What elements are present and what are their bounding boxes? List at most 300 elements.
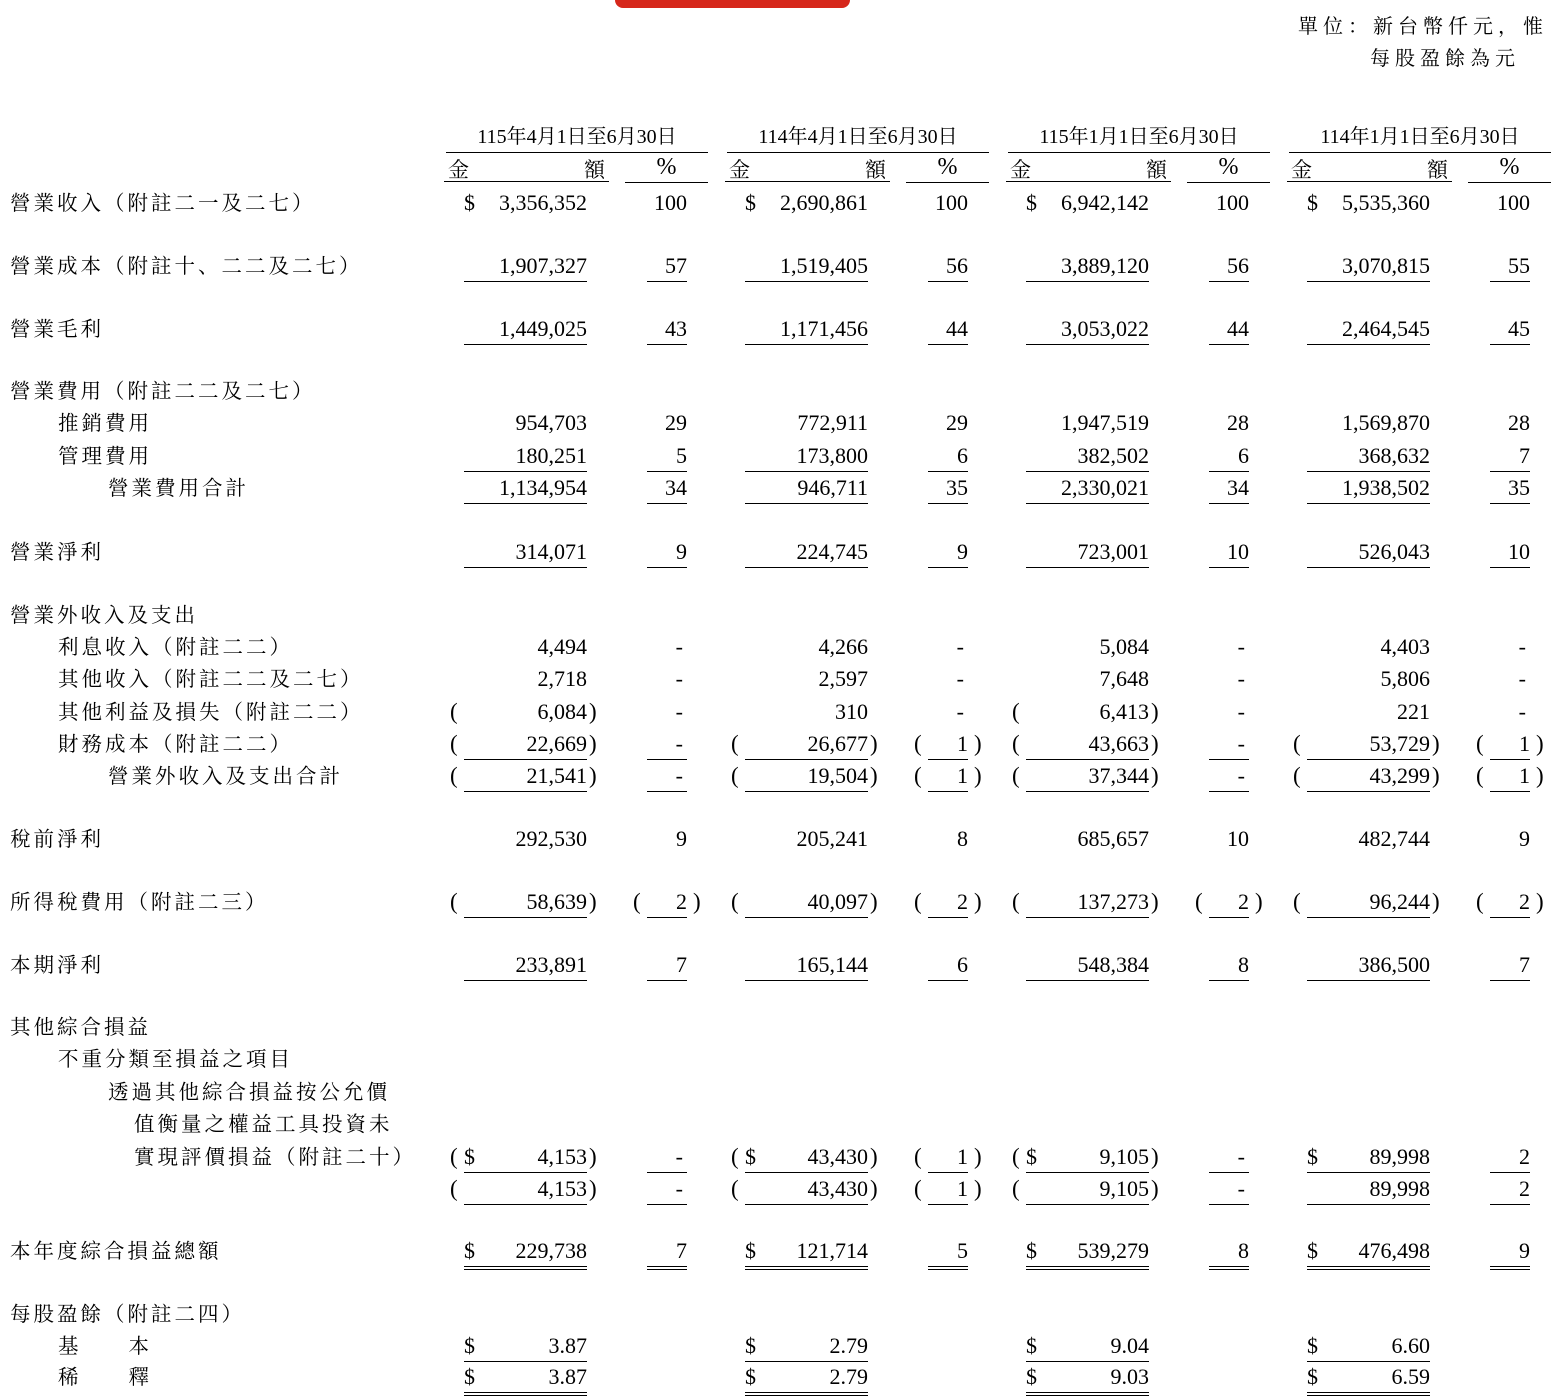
- open-paren: (: [1012, 731, 1020, 756]
- amount-value: 89,998: [1369, 1176, 1430, 1201]
- close-paren: ): [974, 1176, 982, 1201]
- amount-value: 6,084: [537, 699, 587, 724]
- amount-value: 382,502: [1077, 443, 1149, 468]
- amount-cell: [1307, 664, 1430, 694]
- percent-cell: [647, 314, 687, 345]
- row-label: 營業費用合計: [108, 476, 249, 500]
- amount-value: 9,105: [1099, 1144, 1149, 1169]
- percent-value: 29: [665, 410, 687, 435]
- dollar-sign: $: [464, 1364, 475, 1389]
- percent-cell: [1490, 441, 1530, 472]
- close-paren: ): [1151, 699, 1159, 724]
- statement-row: [0, 697, 1556, 727]
- amount-cell: [745, 1236, 868, 1270]
- percent-cell: [1209, 1236, 1249, 1270]
- amount-cell: [1026, 729, 1149, 760]
- amount-cell: [464, 473, 587, 504]
- percent-cell: [928, 1174, 968, 1205]
- amount-cell: [745, 697, 868, 727]
- percent-value: 100: [935, 190, 968, 215]
- amount-cell: [745, 729, 868, 760]
- row-label: 所得稅費用（附註二三）: [10, 890, 269, 914]
- percent-value: 6: [1238, 443, 1249, 468]
- percent-value: 1: [957, 1176, 968, 1201]
- percent-value: 9: [1519, 826, 1530, 851]
- percent-value: 6: [957, 443, 968, 468]
- amount-cell: [464, 188, 587, 218]
- statement-row: [0, 441, 1556, 471]
- amount-value: 292,530: [515, 826, 587, 851]
- amount-cell: [1026, 1362, 1149, 1396]
- percent-value: -: [675, 666, 683, 691]
- amount-value: 5,535,360: [1342, 190, 1430, 215]
- amount-value: 2,464,545: [1342, 316, 1430, 341]
- amount-cell: [1307, 1362, 1430, 1396]
- percent-value: 7: [676, 952, 687, 977]
- dollar-sign: $: [745, 1333, 756, 1358]
- percent-cell: [928, 697, 968, 727]
- statement-row: [0, 761, 1556, 791]
- row-label: 財務成本（附註二二）: [58, 732, 293, 756]
- percent-value: -: [675, 699, 683, 724]
- statement-row: [0, 408, 1556, 438]
- percent-value: 2: [1519, 889, 1530, 914]
- amount-cell: [1307, 188, 1430, 218]
- open-paren: (: [731, 889, 739, 914]
- percent-cell: [1209, 824, 1249, 854]
- amount-value: 40,097: [807, 889, 868, 914]
- amount-value: 96,244: [1369, 889, 1430, 914]
- percent-cell: [647, 473, 687, 504]
- amount-cell: [745, 632, 868, 662]
- percent-value: -: [1237, 731, 1245, 756]
- row-label: 值衡量之權益工具投資未: [134, 1112, 393, 1136]
- percent-value: 100: [654, 190, 687, 215]
- amount-value: 3,053,022: [1061, 316, 1149, 341]
- percent-value: -: [1237, 763, 1245, 788]
- percent-value: 2: [957, 889, 968, 914]
- open-paren: (: [731, 1144, 739, 1169]
- amount-cell: [1026, 1331, 1149, 1362]
- percent-value: 28: [1508, 410, 1530, 435]
- percent-value: -: [675, 1144, 683, 1169]
- dollar-sign: $: [1026, 1333, 1037, 1358]
- close-paren: ): [974, 763, 982, 788]
- dollar-sign: $: [745, 1238, 756, 1263]
- percent-cell: [647, 887, 687, 918]
- amount-cell: [464, 441, 587, 472]
- amount-value: 946,711: [797, 475, 868, 500]
- statement-row: [0, 1044, 1556, 1074]
- amount-cell: [745, 824, 868, 854]
- statement-row: [0, 824, 1556, 854]
- percent-cell: [1490, 314, 1530, 345]
- amount-cell: [464, 251, 587, 282]
- amount-cell: [1307, 1174, 1430, 1205]
- percent-col-header: %: [906, 154, 989, 183]
- row-label: 實現評價損益（附註二十）: [134, 1145, 416, 1169]
- amount-value: 173,800: [796, 443, 868, 468]
- percent-value: 8: [1238, 952, 1249, 977]
- amount-value: 2.79: [829, 1333, 868, 1358]
- close-paren: ): [1536, 731, 1544, 756]
- amount-value: 1,947,519: [1061, 410, 1149, 435]
- percent-cell: [647, 188, 687, 218]
- amount-cell: [464, 1362, 587, 1396]
- open-paren: (: [1293, 763, 1301, 788]
- amount-cell: [1307, 1236, 1430, 1270]
- percent-cell: [1490, 1236, 1530, 1270]
- percent-cell: [1209, 1142, 1249, 1173]
- open-paren: (: [1476, 889, 1484, 914]
- open-paren: (: [1476, 763, 1484, 788]
- amount-value: 1,171,456: [780, 316, 868, 341]
- percent-cell: [1490, 824, 1530, 854]
- close-paren: ): [1151, 731, 1159, 756]
- dollar-sign: $: [464, 1144, 475, 1169]
- amount-cell: [745, 1331, 868, 1362]
- open-paren: (: [1012, 699, 1020, 724]
- percent-cell: [928, 537, 968, 568]
- percent-value: 9: [676, 826, 687, 851]
- close-paren: ): [589, 731, 597, 756]
- open-paren: (: [450, 1144, 458, 1169]
- percent-cell: [928, 887, 968, 918]
- percent-value: -: [1237, 699, 1245, 724]
- amount-value: 314,071: [515, 539, 587, 564]
- amount-cell: [1026, 441, 1149, 472]
- open-paren: (: [914, 1144, 922, 1169]
- amount-cell: [1026, 664, 1149, 694]
- dollar-sign: $: [1026, 190, 1037, 215]
- percent-value: 9: [1519, 1238, 1530, 1263]
- percent-value: 56: [946, 253, 968, 278]
- amount-col-header-left: 金: [729, 158, 750, 182]
- percent-cell: [647, 664, 687, 694]
- dollar-sign: $: [745, 1364, 756, 1389]
- dollar-sign: $: [1307, 1238, 1318, 1263]
- row-label: 其他收入（附註二二及二七）: [58, 667, 364, 691]
- amount-value: 3,889,120: [1061, 253, 1149, 278]
- amount-value: 37,344: [1088, 763, 1149, 788]
- amount-value: 3.87: [548, 1364, 587, 1389]
- statement-row: [0, 251, 1556, 281]
- percent-value: -: [956, 699, 964, 724]
- open-paren: (: [731, 731, 739, 756]
- amount-value: 1,938,502: [1342, 475, 1430, 500]
- period-header-2: 114年4月1日至6月30日: [727, 120, 989, 153]
- amount-col-header-right: 額: [584, 158, 605, 182]
- percent-value: -: [1237, 1176, 1245, 1201]
- amount-cell: [464, 950, 587, 981]
- red-header-mark: [615, 0, 850, 8]
- amount-value: 685,657: [1077, 826, 1149, 851]
- amount-cell: [1026, 251, 1149, 282]
- amount-col-header-right: 額: [1146, 158, 1167, 182]
- close-paren: ): [1432, 763, 1440, 788]
- amount-col-header-left: 金: [448, 158, 469, 182]
- amount-col-header-right: 額: [1427, 158, 1448, 182]
- amount-value: 6.59: [1391, 1364, 1430, 1389]
- percent-cell: [928, 314, 968, 345]
- percent-value: 100: [1216, 190, 1249, 215]
- amount-value: 21,541: [526, 763, 587, 788]
- amount-cell: [1026, 1142, 1149, 1173]
- statement-row: [0, 950, 1556, 980]
- row-label: 其他綜合損益: [10, 1015, 151, 1039]
- amount-cell: [1307, 314, 1430, 345]
- close-paren: ): [974, 889, 982, 914]
- amount-cell: [1307, 251, 1430, 282]
- close-paren: ): [870, 731, 878, 756]
- statement-row: [0, 1012, 1556, 1042]
- percent-cell: [928, 408, 968, 438]
- percent-cell: [647, 824, 687, 854]
- percent-cell: [647, 697, 687, 727]
- percent-cell: [928, 1236, 968, 1270]
- percent-value: 6: [957, 952, 968, 977]
- amount-value: 548,384: [1077, 952, 1149, 977]
- amount-cell: [1026, 1174, 1149, 1205]
- percent-cell: [1209, 761, 1249, 792]
- percent-value: 2: [1238, 889, 1249, 914]
- amount-value: 3,070,815: [1342, 253, 1430, 278]
- amount-value: 4,494: [537, 634, 587, 659]
- percent-col-header: %: [1187, 154, 1270, 183]
- dollar-sign: $: [1307, 1144, 1318, 1169]
- amount-value: 58,639: [526, 889, 587, 914]
- unit-line-1: 單位：新台幣仟元，惟: [1298, 14, 1548, 38]
- row-label: 基 本: [58, 1334, 152, 1358]
- statement-row: [0, 1331, 1556, 1361]
- close-paren: ): [870, 1176, 878, 1201]
- amount-value: 2,330,021: [1061, 475, 1149, 500]
- period-header-1: 115年4月1日至6月30日: [446, 120, 708, 153]
- percent-value: 28: [1227, 410, 1249, 435]
- percent-value: 55: [1508, 253, 1530, 278]
- open-paren: (: [1293, 889, 1301, 914]
- percent-cell: [1490, 188, 1530, 218]
- amount-value: 368,632: [1358, 443, 1430, 468]
- close-paren: ): [1255, 889, 1263, 914]
- statement-row: [0, 314, 1556, 344]
- percent-value: 7: [1519, 952, 1530, 977]
- amount-value: 4,403: [1380, 634, 1430, 659]
- amount-value: 7,648: [1099, 666, 1149, 691]
- amount-value: 1,449,025: [499, 316, 587, 341]
- percent-col-header: %: [625, 154, 708, 183]
- amount-value: 772,911: [797, 410, 868, 435]
- amount-cell: [745, 537, 868, 568]
- close-paren: ): [589, 763, 597, 788]
- amount-value: 165,144: [796, 952, 868, 977]
- percent-cell: [1209, 473, 1249, 504]
- percent-value: 10: [1508, 539, 1530, 564]
- amount-cell: [745, 761, 868, 792]
- percent-cell: [1490, 251, 1530, 282]
- percent-cell: [647, 729, 687, 760]
- percent-cell: [1490, 697, 1530, 727]
- amount-cell: [1026, 1236, 1149, 1270]
- amount-col-header: [1287, 154, 1452, 182]
- close-paren: ): [589, 889, 597, 914]
- percent-cell: [647, 632, 687, 662]
- amount-col-header: [1006, 154, 1171, 182]
- statement-row: [0, 1077, 1556, 1107]
- percent-cell: [1209, 1174, 1249, 1205]
- statement-row: [0, 1142, 1556, 1172]
- open-paren: (: [1293, 731, 1301, 756]
- amount-value: 526,043: [1358, 539, 1430, 564]
- percent-value: 1: [957, 1144, 968, 1169]
- close-paren: ): [974, 731, 982, 756]
- percent-value: 35: [946, 475, 968, 500]
- statement-row: [0, 1236, 1556, 1266]
- amount-value: 26,677: [807, 731, 868, 756]
- percent-cell: [1209, 314, 1249, 345]
- percent-cell: [1209, 408, 1249, 438]
- amount-value: 1,907,327: [499, 253, 587, 278]
- amount-cell: [745, 441, 868, 472]
- row-label: 其他利益及損失（附註二二）: [58, 700, 364, 724]
- amount-cell: [1026, 408, 1149, 438]
- percent-cell: [1490, 950, 1530, 981]
- open-paren: (: [450, 731, 458, 756]
- close-paren: ): [870, 889, 878, 914]
- row-label: 稅前淨利: [10, 827, 104, 851]
- open-paren: (: [450, 1176, 458, 1201]
- percent-cell: [928, 824, 968, 854]
- open-paren: (: [1012, 1144, 1020, 1169]
- amount-value: 43,299: [1369, 763, 1430, 788]
- amount-cell: [1026, 632, 1149, 662]
- amount-cell: [1026, 473, 1149, 504]
- amount-cell: [1307, 697, 1430, 727]
- dollar-sign: $: [1026, 1238, 1037, 1263]
- amount-cell: [745, 887, 868, 918]
- percent-cell: [647, 251, 687, 282]
- amount-value: 89,998: [1369, 1144, 1430, 1169]
- percent-value: 9: [676, 539, 687, 564]
- percent-value: 1: [1519, 731, 1530, 756]
- row-label: 本年度綜合損益總額: [10, 1239, 222, 1263]
- amount-value: 386,500: [1358, 952, 1430, 977]
- amount-cell: [464, 1174, 587, 1205]
- amount-value: 221: [1397, 699, 1430, 724]
- close-paren: ): [870, 763, 878, 788]
- percent-cell: [1209, 632, 1249, 662]
- amount-cell: [464, 1331, 587, 1362]
- percent-cell: [647, 537, 687, 568]
- open-paren: (: [450, 889, 458, 914]
- dollar-sign: $: [464, 190, 475, 215]
- amount-value: 4,153: [537, 1176, 587, 1201]
- amount-value: 205,241: [796, 826, 868, 851]
- statement-row: [0, 664, 1556, 694]
- amount-cell: [464, 1142, 587, 1173]
- percent-value: -: [1518, 634, 1526, 659]
- statement-row: [0, 473, 1556, 503]
- percent-value: -: [1518, 699, 1526, 724]
- amount-cell: [745, 408, 868, 438]
- amount-value: 476,498: [1358, 1238, 1430, 1263]
- amount-col-header-left: 金: [1010, 158, 1031, 182]
- amount-value: 482,744: [1358, 826, 1430, 851]
- row-label: 營業外收入及支出: [10, 603, 198, 627]
- open-paren: (: [731, 763, 739, 788]
- percent-cell: [1490, 473, 1530, 504]
- amount-cell: [745, 1142, 868, 1173]
- percent-cell: [1209, 664, 1249, 694]
- percent-value: 56: [1227, 253, 1249, 278]
- percent-value: 1: [957, 731, 968, 756]
- open-paren: (: [914, 1176, 922, 1201]
- amount-value: 53,729: [1369, 731, 1430, 756]
- period-header-3: 115年1月1日至6月30日: [1008, 120, 1270, 153]
- dollar-sign: $: [1307, 190, 1318, 215]
- statement-row: [0, 537, 1556, 567]
- amount-value: 6.60: [1391, 1333, 1430, 1358]
- amount-cell: [464, 632, 587, 662]
- percent-value: 5: [957, 1238, 968, 1263]
- row-label: 不重分類至損益之項目: [58, 1047, 293, 1071]
- amount-cell: [1307, 824, 1430, 854]
- percent-value: -: [675, 731, 683, 756]
- amount-cell: [464, 408, 587, 438]
- amount-value: 723,001: [1077, 539, 1149, 564]
- percent-value: 2: [1519, 1176, 1530, 1201]
- amount-value: 3.87: [548, 1333, 587, 1358]
- percent-cell: [1490, 537, 1530, 568]
- statement-row: [0, 600, 1556, 630]
- amount-value: 4,153: [537, 1144, 587, 1169]
- amount-value: 137,273: [1077, 889, 1149, 914]
- close-paren: ): [1151, 1144, 1159, 1169]
- amount-value: 224,745: [796, 539, 868, 564]
- percent-cell: [928, 473, 968, 504]
- close-paren: ): [1432, 889, 1440, 914]
- statement-row: [0, 376, 1556, 406]
- close-paren: ): [1151, 889, 1159, 914]
- row-label: 推銷費用: [58, 411, 152, 435]
- amount-value: 233,891: [515, 952, 587, 977]
- amount-value: 954,703: [515, 410, 587, 435]
- close-paren: ): [1432, 731, 1440, 756]
- percent-cell: [1490, 887, 1530, 918]
- amount-cell: [1307, 1331, 1430, 1362]
- amount-cell: [1026, 761, 1149, 792]
- row-label: 營業費用（附註二二及二七）: [10, 379, 316, 403]
- percent-value: 35: [1508, 475, 1530, 500]
- percent-value: 44: [946, 316, 968, 341]
- dollar-sign: $: [464, 1333, 475, 1358]
- percent-cell: [1209, 251, 1249, 282]
- percent-value: -: [1237, 666, 1245, 691]
- percent-cell: [1490, 664, 1530, 694]
- open-paren: (: [633, 889, 641, 914]
- amount-col-header-left: 金: [1291, 158, 1312, 182]
- amount-cell: [745, 188, 868, 218]
- close-paren: ): [1151, 1176, 1159, 1201]
- row-label: 利息收入（附註二二）: [58, 635, 293, 659]
- amount-cell: [464, 537, 587, 568]
- percent-cell: [928, 664, 968, 694]
- percent-value: 2: [676, 889, 687, 914]
- amount-cell: [1307, 1142, 1430, 1173]
- amount-value: 180,251: [515, 443, 587, 468]
- amount-cell: [1307, 473, 1430, 504]
- amount-value: 5,806: [1380, 666, 1430, 691]
